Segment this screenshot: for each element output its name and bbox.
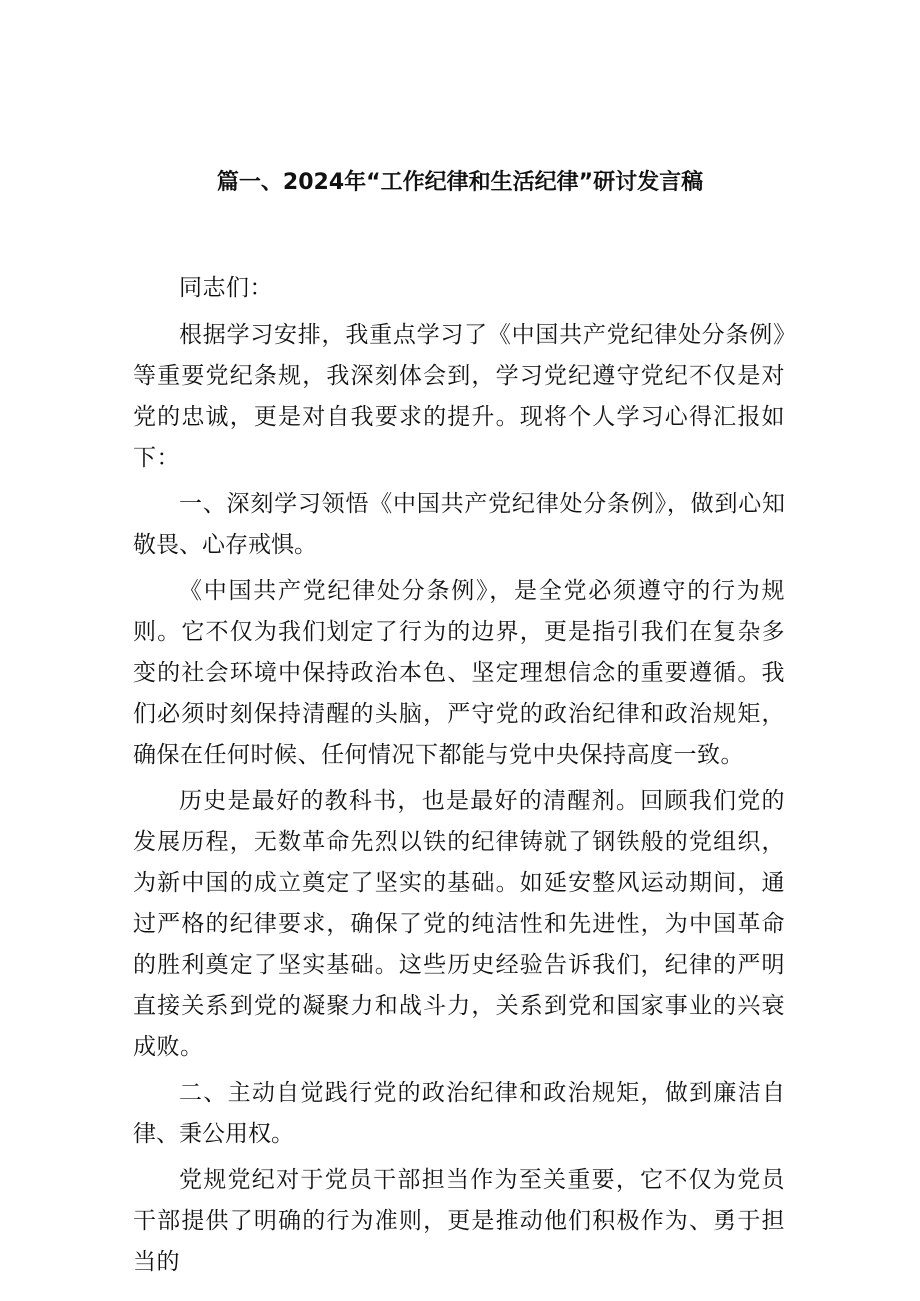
paragraph-discipline: 党规党纪对于党员干部担当作为至关重要，它不仅为党员干部提供了明确的行为准则，更是推动他们积极作为、勇于担当的 xyxy=(133,1167,785,1275)
section-heading-2: 二、主动自觉践行党的政治纪律和政治规矩，做到廉洁自律、秉公用权。 xyxy=(133,1080,785,1147)
document-title: 篇一、2024年“工作纪律和生活纪律”研讨发言稿 xyxy=(216,170,704,195)
salutation: 同志们： xyxy=(179,275,273,301)
document-body xyxy=(133,268,785,1283)
paragraph-history: 历史是最好的教科书，也是最好的清醒剂。回顾我们党的发展历程，无数革命先烈以铁的纪律铸就了钢铁般的党组织，为新中国的成立奠定了坚实的基础。如延安整风运动期间，通过严格的纪律要求，确保了党的纯洁性和先进性，为中国革命的胜利奠定了坚实基础。这些历史经验告诉我们，纪律的严明直接关系到党的凝聚力和战斗力，关系到党和国家事业的兴衰成败。 xyxy=(133,788,785,1060)
paragraph-regulation: 《中国共产党纪律处分条例》，是全党必须遵守的行为规则。它不仅为我们划定了行为的边界，更是指引我们在复杂多变的社会环境中保持政治本色、坚定理想信念的重要遵循。我们必须时刻保持清醒的头脑，严守党的政治纪律和政治规矩，确保在任何时候、任何情况下都能与党中央保持高度一致。 xyxy=(133,578,785,768)
paragraph-intro: 根据学习安排，我重点学习了《中国共产党纪律处分条例》等重要党纪条规，我深刻体会到，学习党纪遵守党纪不仅是对党的忠诚，更是对自我要求的提升。现将个人学习心得汇报如下： xyxy=(133,322,785,471)
section-heading-1: 一、深刻学习领悟《中国共产党纪律处分条例》，做到心知敬畏、心存戒惧。 xyxy=(133,491,785,558)
